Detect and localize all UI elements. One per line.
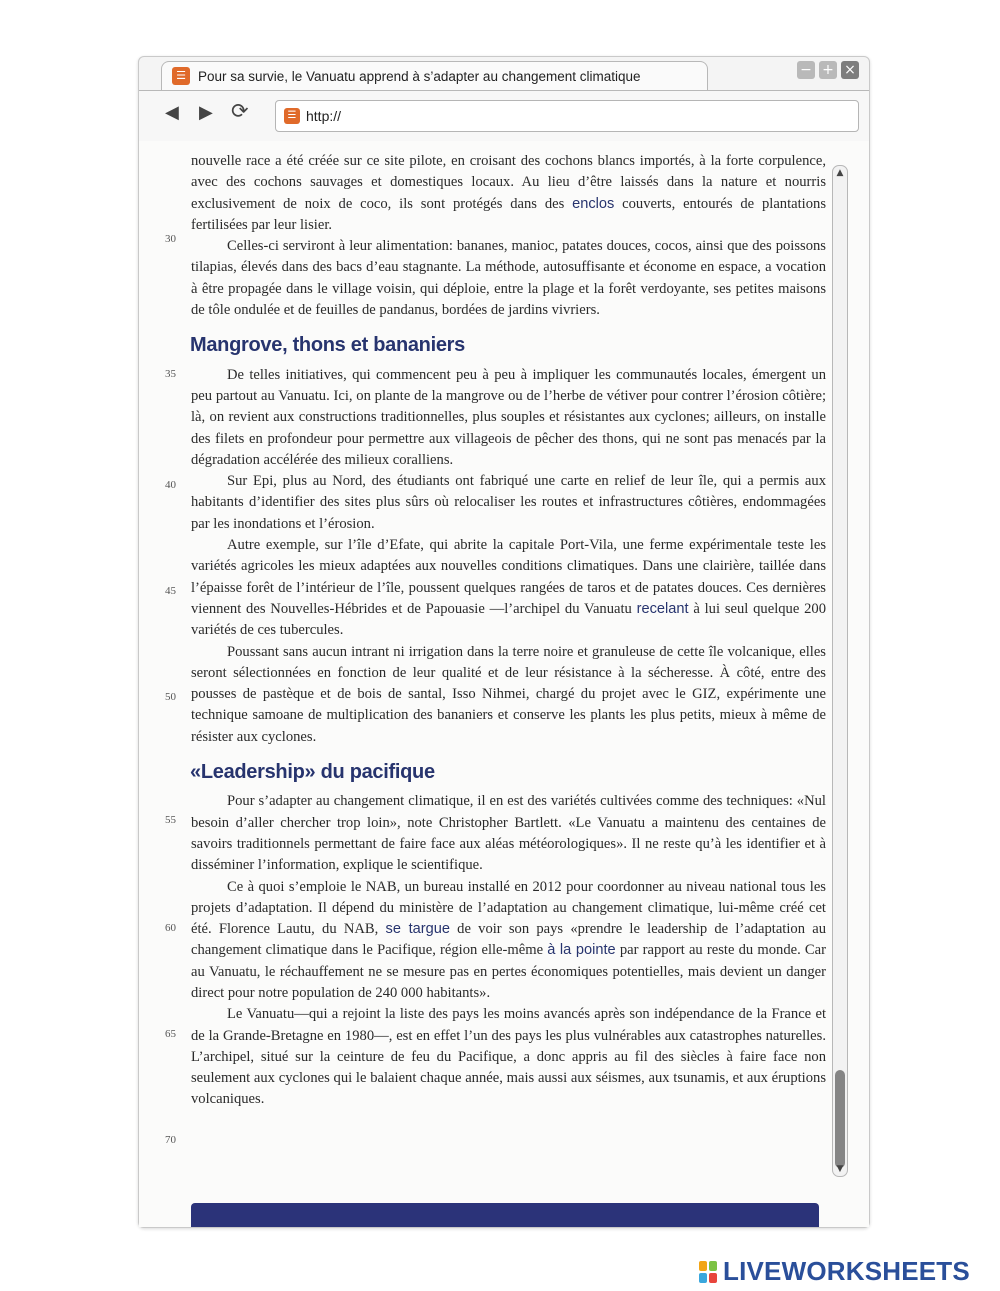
line-number: 40 — [165, 479, 176, 491]
browser-window — [138, 56, 870, 1228]
reload-button[interactable]: ⟳ — [231, 99, 249, 123]
site-favicon-icon: ☰ — [284, 108, 300, 124]
paragraph: Sur Epi, plus au Nord, des étudiants ont fabriqué une carte en relief de leur île, qui a permis aux habitants d’identifier des sites plus sûrs où relocaliser les routes et infrastructures côtières, endommagées par les inondations et l’érosion. — [191, 473, 826, 532]
liveworksheets-brand — [698, 1256, 970, 1287]
scroll-down-icon[interactable]: ▼ — [836, 1164, 844, 1174]
paragraph: nouvelle race a été créée sur ce site pilote, en croisant des cochons blancs importés, à la forte corpulence, avec des cochons sauvages et domestiques locaux. Au lieu d’être laissés dans la nature et nourris exclusivement de noix de coco, ils sont protégés dans des enclos couverts, entourés de plantations fertilisées par leur lisier. — [191, 153, 827, 233]
keyword-a-la-pointe[interactable]: à la pointe — [547, 942, 616, 959]
paragraph: Le Vanuatu—qui a rejoint la liste des pays les moins avancés après son indépendance de la France et de la Grande-Bretagne en 1980—, est en effet l’un des pays les plus vulnérables aux catastrophes naturelles. L’archipel, situé sur la ceinture de feu du Pacifique, a donc appris au fil des siècles à faire face non seulement aux cyclones qui le balaient chaque année, mais aussi aux séismes, aux tsunamis, et aux éruptions volcaniques. — [191, 1006, 826, 1108]
article — [191, 151, 826, 1111]
close-button[interactable]: × — [841, 61, 859, 79]
paragraph: Poussant sans aucun intrant ni irrigation dans la terre noire et granuleuse de cette île volcanique, elles seront sélectionnées en fonction de leur qualité et de leur résistance à la sécheresse. À côté, entre des pousses de pastèque et de bois de santal, Isso Nihmei, chargé du projet avec le GIZ, expérimente une technique samoane de multiplication des bananiers et conserve les plants les plus petits, mieux à même de résister aux cyclones. — [191, 643, 826, 745]
scroll-up-icon[interactable]: ▲ — [836, 168, 844, 178]
browser-tab[interactable] — [161, 61, 708, 90]
address-bar[interactable] — [275, 100, 859, 132]
page-content — [139, 141, 869, 1227]
line-number: 55 — [165, 814, 176, 826]
browser-toolbar — [139, 90, 869, 142]
url-text: http:// — [306, 108, 342, 124]
paragraph: Ce à quoi s’emploie le NAB, un bureau installé en 2012 pour coordonner au niveau national tous les projets d’adaptation. Il dépend du ministère de l’adaptation au changement climatique, lui-même créé cet été. Florence Lautu, du NAB, se targue de voir son pays «prendre le leadership de l’adaptation au changement climatique dans le Pacifique, région elle-même à la pointe par rapport au reste du monde. Car au Vanuatu, le réchauffement ne se mesure pas en pertes économiques potentielles, mais devient un danger direct pour notre population de 240 000 habitants». — [191, 878, 826, 1001]
vertical-scrollbar[interactable] — [832, 165, 848, 1177]
line-number: 35 — [165, 368, 176, 380]
keyword-enclos[interactable]: enclos — [572, 195, 615, 212]
line-number: 30 — [165, 233, 176, 245]
tab-title: Pour sa survie, le Vanuatu apprend à s’adapter au changement climatique — [198, 68, 641, 84]
paragraph: De telles initiatives, qui commencent peu à peu à impliquer les communautés locales, émergent un peu partout au Vanuatu. Ici, on plante de la mangrove ou de l’herbe de vétiver pour contrer l’érosion côtière; là, on revient aux constructions traditionnelles, plus souples et résistantes aux cyclones; ailleurs, on installe des filets en profondeur pour permettre aux villageois de pêcher des thons, qui ne sont pas menacés par la dégradation accélérée des milieux coralliens. — [191, 366, 826, 468]
scrollbar-thumb[interactable] — [835, 1070, 845, 1168]
line-number: 70 — [165, 1134, 176, 1146]
line-number: 60 — [165, 922, 176, 934]
minimize-button[interactable]: − — [797, 61, 815, 79]
keyword-recelant[interactable]: recelant — [636, 600, 689, 617]
paragraph: Pour s’adapter au changement climatique, il en est des variétés cultivées comme des techniques: «Nul besoin d’aller chercher trop loin», note Christopher Bartlett. «Le Vanuatu a maintenu des centaines de savoirs traditionnels permettant de faire face aux aléas météorologiques». Il ne reste qu’à les identifier et à disséminer l’information, explique le scientifique. — [191, 793, 826, 874]
section-heading: «Leadership» du pacifique — [190, 761, 435, 784]
line-number: 45 — [165, 585, 176, 597]
brand-text: LIVEWORKSHEETS — [723, 1256, 970, 1286]
paragraph: Autre exemple, sur l’île d’Efate, qui abrite la capitale Port-Vila, une ferme expérimentale teste les variétés agricoles les mieux adaptées aux nouvelles conditions climatiques. Dans une clairière, taillée dans l’épaisse forêt de l’intérieur de l’île, poussent quelques rangées de taros et de patates douces. Ces dernières viennent des Nouvelles-Hébrides et de Papouasie —l’archipel du Vanuatu recelant à lui seul quelque 200 variétés de ces tubercules. — [191, 537, 826, 639]
keyword-se-targue[interactable]: se targue — [385, 921, 450, 938]
site-favicon-icon: ☰ — [172, 67, 190, 85]
back-button[interactable]: ◀ — [165, 102, 179, 123]
footer-banner — [191, 1203, 819, 1227]
maximize-button[interactable]: + — [819, 61, 837, 79]
line-number: 50 — [165, 691, 176, 703]
forward-button[interactable]: ▶ — [199, 102, 213, 123]
line-number: 65 — [165, 1028, 176, 1040]
liveworksheets-logo-icon — [698, 1260, 718, 1284]
section-heading: Mangrove, thons et bananiers — [190, 334, 465, 357]
paragraph: Celles-ci serviront à leur alimentation: bananes, manioc, patates douces, cocos, ainsi que des poissons tilapias, élevés dans des bacs d’eau stagnante. La méthode, autosuffisante et économe en espace, a vocation à être propagée dans le village voisin, qui déploie, entre la plage et la forêt verdoyante, ses petites maisons de tôle ondulée et de feuilles de pandanus, bordées de jardins vivriers. — [191, 238, 826, 319]
